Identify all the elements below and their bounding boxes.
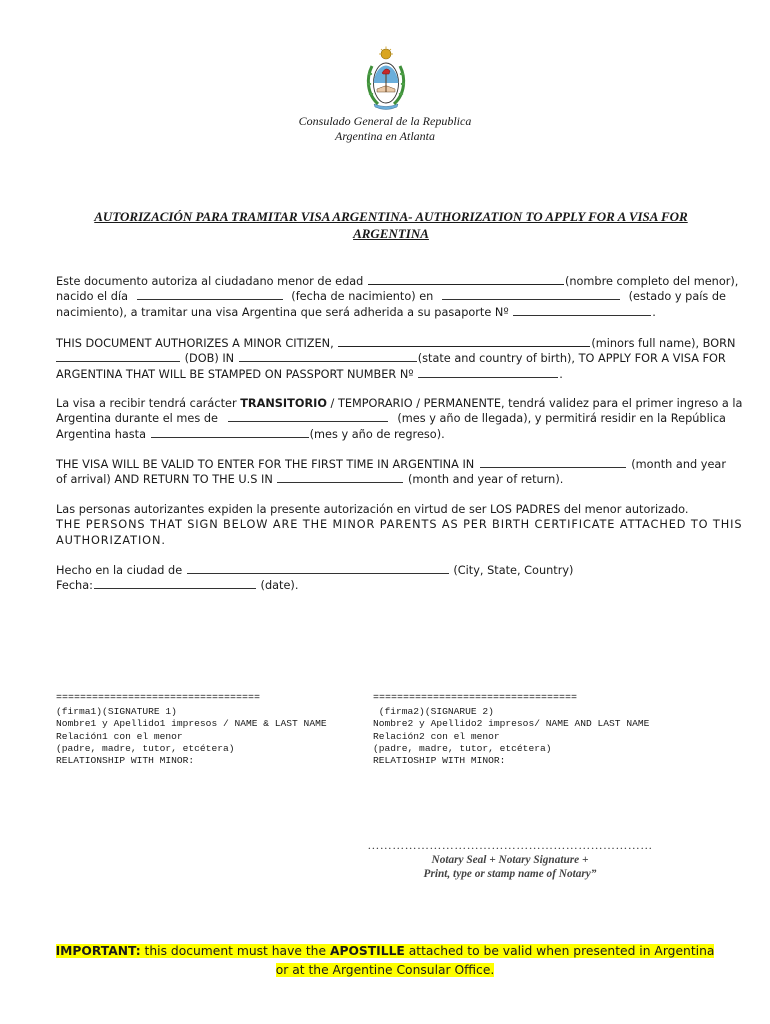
place-date-block	[56, 563, 726, 594]
text: Este documento autoriza al ciudadano menor de edad	[56, 275, 364, 288]
important-notice	[0, 942, 770, 980]
consulate-line-1: Consulado General de la Republica	[298, 114, 472, 128]
text: (mes y año de llegada), y permitirá residir en la República	[397, 412, 726, 426]
date-blank[interactable]	[94, 578, 256, 589]
parents-en-line-2: AUTHORIZATION.	[56, 533, 166, 547]
document-title	[56, 208, 726, 242]
text: (fecha de nacimiento) en	[291, 290, 434, 304]
return-month-blank[interactable]	[151, 427, 309, 438]
minor-name-blank[interactable]	[368, 274, 564, 285]
argentina-coat-of-arms-icon	[364, 46, 408, 112]
text: of arrival) AND RETURN TO THE U.S IN	[56, 473, 273, 487]
minor-full-name-blank[interactable]	[338, 336, 590, 347]
sig2-line-5: RELATIOSHIP WITH MINOR:	[373, 755, 506, 767]
sig1-line-5: RELATIONSHIP WITH MINOR:	[56, 755, 195, 767]
date-hint: (date).	[260, 579, 299, 593]
text: THE VISA WILL BE VALID TO ENTER FOR THE FIRST TIME IN ARGENTINA IN	[56, 458, 475, 471]
important-label: IMPORTANT:	[55, 944, 141, 958]
birth-state-country-blank[interactable]	[239, 351, 417, 362]
title-line-1: AUTORIZACIÓN PARA TRAMITAR VISA ARGENTINA- AUTHORIZATION TO APPLY FOR A VISA FOR	[94, 209, 688, 224]
parents-es: Las personas autorizantes expiden la presente autorización en virtud de ser LOS PADRES del menor autorizado.	[56, 503, 689, 516]
consulate-line-2: Argentina en Atlanta	[335, 129, 435, 143]
sig2-line-2: Nombre2 y Apellido2 impresos/ NAME AND LAST NAME	[373, 718, 650, 730]
important-text-2: attached to be valid when presented in Argentina	[404, 944, 715, 958]
sig1-line-4: (padre, madre, tutor, etcétera)	[56, 743, 235, 755]
passport-number-en-blank[interactable]	[418, 367, 558, 378]
text: (DOB) IN	[184, 352, 235, 366]
arrival-month-en-blank[interactable]	[480, 457, 626, 468]
signature-block-1	[56, 681, 327, 780]
text: .	[652, 305, 656, 319]
dob-blank[interactable]	[56, 351, 180, 362]
text: / TEMPORARIO / PERMANENTE, tendrá validez para el primer ingreso a la	[330, 397, 743, 410]
sig2-line-3: Relación2 con el menor	[373, 730, 500, 742]
city-blank[interactable]	[187, 563, 449, 574]
title-line-2: ARGENTINA	[353, 226, 429, 241]
text: (month and year	[631, 458, 726, 471]
parents-en-line-1: THE PERSONS THAT SIGN BELOW ARE THE MINOR PARENTS AS PER BIRTH CERTIFICATE ATTACHED TO THIS	[56, 518, 743, 532]
authorization-paragraph-en	[56, 336, 736, 382]
parents-paragraph	[56, 502, 743, 548]
sig1-line-3: Relación1 con el menor	[56, 730, 183, 742]
transitorio-label: TRANSITORIO	[240, 397, 327, 410]
signature-line-1[interactable]: ==================================	[56, 693, 261, 705]
sig2-line-1: (firma2)(SIGNARUE 2)	[373, 705, 494, 717]
apostille-label: APOSTILLE	[329, 944, 405, 958]
notary-block	[340, 838, 680, 881]
text: ARGENTINA THAT WILL BE STAMPED ON PASSPORT NUMBER Nº	[56, 367, 414, 381]
text: La visa a recibir tendrá carácter	[56, 397, 237, 410]
notary-signature-line[interactable]: ……………………………………………………………	[367, 838, 653, 852]
signature-line-2[interactable]: ==================================	[373, 693, 578, 705]
text: Argentina hasta	[56, 427, 147, 441]
sig2-line-4: (padre, madre, tutor, etcétera)	[373, 743, 552, 755]
city-hint: (City, State, Country)	[453, 564, 574, 577]
date-label: Fecha:	[56, 579, 93, 593]
text: (state and country of birth), TO APPLY FOR A VISA FOR	[417, 352, 726, 366]
text: Argentina durante el mes de	[56, 412, 218, 426]
notary-line-1: Notary Seal + Notary Signature +	[431, 854, 589, 866]
text: (nombre completo del menor),	[564, 275, 739, 288]
text: nacimiento), a tramitar una visa Argentina que será adherida a su pasaporte Nº	[56, 305, 509, 319]
visa-validity-paragraph-en	[56, 457, 726, 488]
important-line-2: or at the Argentine Consular Office.	[275, 963, 495, 977]
text: (month and year of return).	[408, 473, 564, 487]
text: nacido el día	[56, 290, 129, 304]
passport-number-blank[interactable]	[513, 305, 651, 316]
return-month-en-blank[interactable]	[277, 472, 403, 483]
text: .	[559, 367, 563, 381]
birth-place-blank[interactable]	[442, 289, 620, 300]
signature-block-2	[373, 681, 649, 780]
sig1-line-2: Nombre1 y Apellido1 impresos / NAME & LAST NAME	[56, 718, 327, 730]
notary-line-2: Print, type or stamp name of Notary”	[423, 868, 597, 880]
sig1-line-1: (firma1)(SIGNATURE 1)	[56, 705, 177, 717]
text: (mes y año de regreso).	[309, 427, 445, 441]
text: (estado y país de	[628, 290, 726, 304]
text: (minors full name), BORN	[591, 337, 736, 350]
consulate-header	[0, 114, 770, 144]
visa-validity-paragraph-es	[56, 396, 743, 442]
city-label: Hecho en la ciudad de	[56, 564, 183, 577]
arrival-month-blank[interactable]	[228, 411, 388, 422]
important-text-1: this document must have the	[140, 944, 330, 958]
authorization-paragraph-es	[56, 274, 739, 320]
text: THIS DOCUMENT AUTHORIZES A MINOR CITIZEN,	[56, 337, 334, 350]
birth-date-blank[interactable]	[137, 289, 283, 300]
